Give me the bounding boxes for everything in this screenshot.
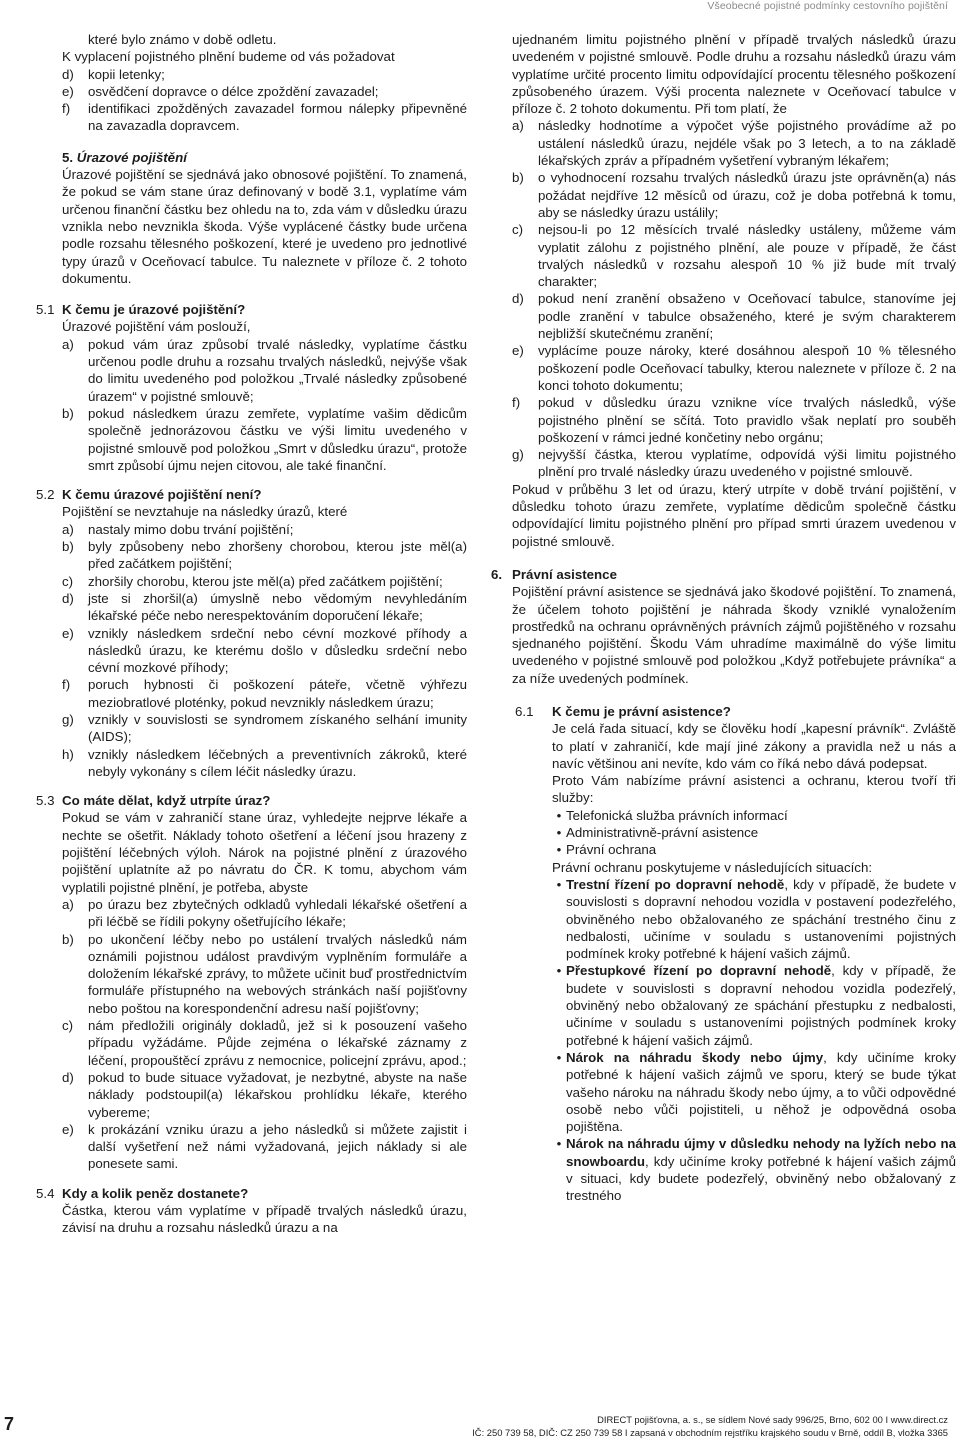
item-label: c) <box>512 222 524 238</box>
list-item <box>62 573 467 590</box>
list-item <box>62 66 467 83</box>
list-item <box>62 83 467 100</box>
bullet-icon: • <box>556 963 562 979</box>
death-paragraph: Pokud v průběhu 3 let od úrazu, který utrpíte v době trvání pojištění, v důsledku tohoto úrazu zemřete, vyplatíme dědicům společně částku odpovídající limitu pojistného plnění pro případ smrti úrazem uvedenou v pojistné smlouvě. <box>512 481 956 549</box>
item-bold-text: Nárok na náhradu újmy v důsledku nehody na lyžích nebo na snowboardu <box>566 1136 956 1169</box>
section-title: K čemu úrazové pojištění není? <box>62 487 262 503</box>
item-label: b) <box>512 170 524 186</box>
list-item <box>62 590 467 625</box>
section-5-4-text: Částka, kterou vám vyplatíme v případě trvalých následků úrazu, závisí na druhu a rozsahu následků úrazu a na <box>62 1203 467 1236</box>
item-text: Právní ochrana <box>566 842 657 858</box>
item-text: nejvyšší částka, kterou vyplatíme, odpovídá výši limitu pojistného plnění pro trvalé následky úrazu uvedeného v pojistné smlouvě. <box>538 447 956 480</box>
item-label: e) <box>62 83 74 99</box>
item-label: f) <box>512 395 521 411</box>
section-title: Co máte dělat, když utrpíte úraz? <box>62 793 271 809</box>
bullet-icon: • <box>556 1136 562 1152</box>
list-item <box>62 336 467 405</box>
section-number: 6.1 <box>515 703 534 719</box>
rules-list <box>512 117 956 480</box>
section-5-text: Úrazové pojištění se sjednává jako obnosové pojištění. To znamená, že pokud se vám stane úraz definovaný v bodě 3.1, vyplatíme vám určenou finanční částku bez ohledu na to, zda vám v důsledku úrazu vznikla nebo nevznikla škoda. Výše vyplácené částky bude určena podle rozsahu tělesného poškození, které je uvedeno pro jednotlivé typy úrazů v Oceňovací tabulce. Tu naleznete v příloze č. 2 tohoto dokumentu. <box>62 167 467 286</box>
section-title: K čemu je úrazové pojištění? <box>62 302 246 318</box>
list-item <box>552 807 956 824</box>
bullet-icon: • <box>556 842 562 858</box>
item-label: a) <box>62 336 74 352</box>
list-item <box>512 394 956 446</box>
item-text: nám předložili originály dokladů, jež si k posouzení vašeho případu vyžádáme. Půjde zejména o lékařské záznamy z léčení, propouštěcí zprávu z nemocnice, policejní zprávu, apod.; <box>88 1018 467 1068</box>
section-number: 5.4 <box>36 1185 55 1201</box>
section-number: 5. <box>62 149 74 165</box>
claim-paragraph: K vyplacení pojistného plnění budeme od vás požadovat <box>62 49 395 65</box>
list-item <box>62 1121 467 1173</box>
list-item <box>552 841 956 858</box>
item-text: Telefonická služba právních informací <box>566 807 788 823</box>
list-item <box>62 1069 467 1121</box>
bullet-icon: • <box>556 876 562 892</box>
section-6-text: Pojištění právní asistence se sjednává jako škodové pojištění. To znamená, že účelem tohoto pojištění je náhrada škody vzniklé vynaložením prostředků na ochranu oprávněných právních zájmů pojištěného v rozsahu sjednaného pojištění. Škodu Vám uhradíme maximálně do výše limitu uvedeného v pojistné smlouvě pod položkou „Když potřebujete právníka“ a za níže uvedených podmínek. <box>512 584 956 686</box>
item-label: b) <box>62 539 74 555</box>
section-6-1-p2: Proto Vám nabízíme právní asistenci a ochranu, kterou tvoří tři služby: <box>552 773 956 806</box>
item-text: kopii letenky; <box>88 66 165 82</box>
item-text: po ukončení léčby nebo po ustálení trvalých následků nám oznámili pojistnou událost pravdivým vyplněním formuláře a doložením lékařské zprávy, to můžete učinit buď prostřednictvím formuláře přístupného na webových stránkách naší pojišťovny nebo poštou na korespondenční adresu naší pojišťovny; <box>88 931 467 1016</box>
item-text: nejsou-li po 12 měsících trvalé následky ustáleny, můžeme vám vyplatit zálohu z pojistného plnění, ale pouze v případě, že část trvalých následků v rozsahu alespoň 10 % již bude mít trvalý charakter; <box>538 222 956 290</box>
bullet-icon: • <box>556 807 562 823</box>
item-label: e) <box>62 1121 74 1137</box>
item-text: následky hodnotíme a výpočet výše pojistného provádíme až po ustálení následků úrazu, nejdéle však po 3 letech, a to na základě lékařských zpráv a případném vyšetření vybraným lékařem; <box>538 118 956 169</box>
bullet-icon: • <box>556 825 562 841</box>
list-item <box>62 100 467 135</box>
item-text: identifikaci zpožděných zavazadel formou nálepky připevněné na zavazadla dopravcem. <box>88 101 467 134</box>
section-number: 5.3 <box>36 793 55 809</box>
footer <box>472 1413 948 1439</box>
section-6-1-p1: Je celá řada situací, kdy se člověku hodí „kapesní právník“. Zvláště to platí v zahraničí, kde mají jiné zákony a pravidla než u nás a navíc většinou ani nevíte, kdo vám co říká nebo dává podepsat. <box>552 721 956 771</box>
list-item <box>62 896 467 931</box>
item-text: po úrazu bez zbytečných odkladů vyhledali lékařské ošetření a při léčbě se řídili pokyny ošetřujícího lékaře; <box>88 896 467 930</box>
section-title: Kdy a kolik peněz dostanete? <box>62 1185 249 1201</box>
item-bold-text: Nárok na náhradu škody nebo újmy <box>566 1049 824 1065</box>
item-label: d) <box>512 291 524 307</box>
item-text: byly způsobeny nebo zhoršeny chorobou, kterou jste měl(a) před začátkem pojištění; <box>88 539 467 572</box>
item-label: a) <box>62 521 74 537</box>
item-label: f) <box>62 677 71 693</box>
item-label: g) <box>512 447 524 463</box>
list-item <box>62 746 467 781</box>
item-label: d) <box>62 590 74 606</box>
item-text: Administrativně-právní asistence <box>566 825 759 841</box>
item-label: b) <box>62 931 74 947</box>
list-item <box>512 446 956 481</box>
item-label: e) <box>512 343 524 359</box>
limit-paragraph: ujednaném limitu pojistného plnění v případě trvalých následků úrazu uvedeném v pojistné smlouvě. Podle druhu a rozsahu následků úrazu vám vyplatíme určité procento limitu odpovídající procentu tělesného poškození způsobeného úrazem. Výši procenta naleznete v Oceňovací tabulce v příloze č. 2 tohoto dokumentu. Při tom platí, že <box>512 32 956 117</box>
item-label: a) <box>62 896 74 912</box>
list-item <box>62 521 467 538</box>
item-label: c) <box>62 573 74 589</box>
item-text: , kdy učiníme kroky potřebné k hájení vašich zájmů ve sporu, který se bude týkat vašeho nároku na náhradu škody nebo újmy, a to vůči odpovědné osobě nebo vůči pojistiteli, u něhož je odpovědná osoba pojištěna. <box>566 1049 957 1135</box>
section-5-3-text: Pokud se vám v zahraničí stane úraz, vyhledejte nejprve lékaře a nechte se ošetřit. Náklady tohoto ošetření a léčení jsou hrazeny z pojištění léčebných výloh. Nárok na pojistné plnění z úrazového pojištění uplatníte až po návratu do ČR. K tomu, abychom vám vyplatili pojistné plnění, je potřeba, abyste <box>62 810 467 895</box>
section-5-1-list <box>62 336 467 474</box>
item-text: , kdy v případě, že budete v souvislosti s dopravní nehodou vozidla v postavení podezřelého, obviněného nebo obžalovaného ze spáchání trestného činu z nedbalosti, učiníme v souladu s ustanoveními pojistných podmínek kroky potřebné k hájení vašich zájmů. <box>566 876 956 962</box>
section-5-2-list <box>62 521 467 780</box>
item-label: h) <box>62 746 74 762</box>
section-title: K čemu je právní asistence? <box>552 703 731 719</box>
item-label: d) <box>62 66 74 82</box>
item-text: nastaly mimo dobu trvání pojištění; <box>88 521 294 537</box>
item-text: zhoršily chorobu, kterou jste měl(a) před začátkem pojištění; <box>88 573 443 589</box>
item-text: vznikly následkem srdeční nebo cévní mozkové příhody a následků úrazu, ke kterému došlo v důsledku srdeční nebo cévní mozkové příhody; <box>88 625 467 676</box>
section-5-1-intro: Úrazové pojištění vám poslouží, <box>62 319 251 335</box>
item-bold-text: Přestupkové řízení po dopravní nehodě <box>566 963 832 979</box>
list-item <box>552 962 956 1048</box>
page-number: 7 <box>4 1414 15 1434</box>
item-text: pokud v důsledku úrazu vznikne více trvalých následků, výše pojistného plnění se sčítá. Toto pravidlo však neplatí pro souběh poškození v rámci jedné končetiny nebo orgánu; <box>538 395 956 445</box>
list-item <box>552 876 956 962</box>
item-text: k prokázání vzniku úrazu a jeho následků si můžete zajistit i další vyšetření než námi vyžadovaná, jejich náklady si ale ponesete sami. <box>88 1121 467 1172</box>
right-column <box>491 31 956 1205</box>
section-5-2-heading <box>36 486 467 503</box>
list-item <box>62 711 467 746</box>
item-label: g) <box>62 711 74 727</box>
section-6-1-p3: Právní ochranu poskytujeme v následujících situacích: <box>552 859 873 875</box>
item-text: poruch hybnosti či poškození páteře, včetně výhřezu meziobratlové ploténky, pokud nevznikly následkem úrazu; <box>88 677 467 710</box>
situations-list <box>552 876 956 1205</box>
running-header: Všeobecné pojistné podmínky cestovního pojištění <box>707 0 948 12</box>
list-item <box>512 169 956 221</box>
list-item <box>62 931 467 1017</box>
item-text: vznikly v souvislosti se syndromem získaného selhání imunity (AIDS); <box>88 711 467 745</box>
section-6-heading <box>491 566 956 583</box>
list-item <box>62 405 467 474</box>
list-item <box>62 676 467 711</box>
list-item <box>62 625 467 677</box>
item-text: , kdy učiníme kroky potřebné k hájení vašich zájmů v situaci, kdy budete podezřelý, obviněný nebo obžalovaný z trestného <box>566 1153 956 1204</box>
list-item <box>62 538 467 573</box>
item-label: c) <box>62 1018 74 1034</box>
item-text: jste si zhoršil(a) úmyslně nebo vědomým nevyhledáním lékařské péče nebo nerespektováním doporučení lékaře; <box>88 590 467 624</box>
item-text: osvědčení dopravce o délce zpoždění zavazadel; <box>88 83 379 99</box>
section-number: 5.2 <box>36 487 55 503</box>
section-6-1-heading <box>515 703 956 720</box>
left-column <box>36 31 467 1237</box>
list-item <box>512 221 956 290</box>
section-5-1-heading <box>36 301 467 318</box>
item-text: o vyhodnocení rozsahu trvalých následků úrazu jste oprávněn(a) nás požádat nejdříve 12 měsíců od úrazu, což je doba potřebná k tomu, aby se následky úrazu ustálily; <box>538 170 956 220</box>
list-item <box>62 1017 467 1069</box>
section-title: Úrazové pojištění <box>76 149 187 165</box>
footer-registration: IČ: 250 739 58, DIČ: CZ 250 739 58 I zapsaná v obchodním rejstříku krajského soudu v Brně, oddíl B, vložka 3365 <box>472 1427 948 1438</box>
section-5-heading <box>62 149 467 166</box>
list-item <box>512 117 956 169</box>
item-text: pokud vám úraz způsobí trvalé následky, vyplatíme částku určenou podle druhu a rozsahu trvalých následků, nejvýše však do limitu uvedeného pod položkou „Trvalé následky způsobené úrazem“ v pojistné smlouvě; <box>88 336 467 404</box>
item-bold-text: Trestní řízení po dopravní nehodě <box>566 876 785 892</box>
item-label: e) <box>62 625 74 641</box>
item-label: f) <box>62 101 71 117</box>
item-label: d) <box>62 1069 74 1085</box>
section-number: 6. <box>491 566 503 582</box>
item-text: pokud to bude situace vyžadovat, je nezbytné, abyste na naše náklady podstoupil(a) lékařskou prohlídku lékaře, kterého vybereme; <box>88 1069 467 1120</box>
section-5-3-heading <box>36 792 467 809</box>
item-text: pokud následkem úrazu zemřete, vyplatíme vašim dědicům společně jednorázovou částku ve výši limitu uvedeného v pojistné smlouvě pod položkou „Smrt v důsledku úrazu“, protože smrt způsobí újmu nejen citovou, ale také finanční. <box>88 405 467 473</box>
claim-list <box>62 66 467 135</box>
section-5-3-list <box>62 896 467 1173</box>
item-text: pokud není zranění obsaženo v Oceňovací tabulce, stanovíme jej podle zranění v tabulce obsaženého, které je svým charakterem nejbližší skutečnému zranění; <box>538 291 956 342</box>
intro-line: které bylo známo v době odletu. <box>88 32 277 47</box>
list-item <box>552 1049 956 1135</box>
list-item <box>552 824 956 841</box>
bullet-icon: • <box>556 1049 562 1065</box>
item-text: vyplácíme pouze nároky, které dosáhnou alespoň 10 % tělesného poškození podle Oceňovací tabulky, kterou naleznete v příloze č. 2 na konci tohoto dokumentu; <box>538 343 956 393</box>
section-title: Právní asistence <box>512 566 617 582</box>
item-label: b) <box>62 405 74 421</box>
item-text: vznikly následkem léčebných a preventivních zákroků, které nebyly vykonány s cílem léčit následky úrazu. <box>88 746 467 779</box>
list-item <box>552 1135 956 1204</box>
item-text: , kdy v případě, že budete v souvislosti s dopravní nehodou vozidla podezřelý, obviněný nebo obžalovaný ze spáchání přestupku z nedbalosti, učiníme v souladu s ustanoveními pojistných podmínek kroky potřebné k hájení vašich zájmů. <box>566 963 956 1048</box>
list-item <box>512 290 956 342</box>
item-label: a) <box>512 118 524 134</box>
footer-address: DIRECT pojišťovna, a. s., se sídlem Nové sady 996/25, Brno, 602 00 I www.direct.cz <box>597 1414 948 1425</box>
section-5-4-heading <box>36 1185 467 1202</box>
services-list <box>552 807 956 859</box>
section-number: 5.1 <box>36 302 55 318</box>
list-item <box>512 342 956 394</box>
section-5-2-intro: Pojištění se nevztahuje na následky úrazů, které <box>62 504 348 520</box>
